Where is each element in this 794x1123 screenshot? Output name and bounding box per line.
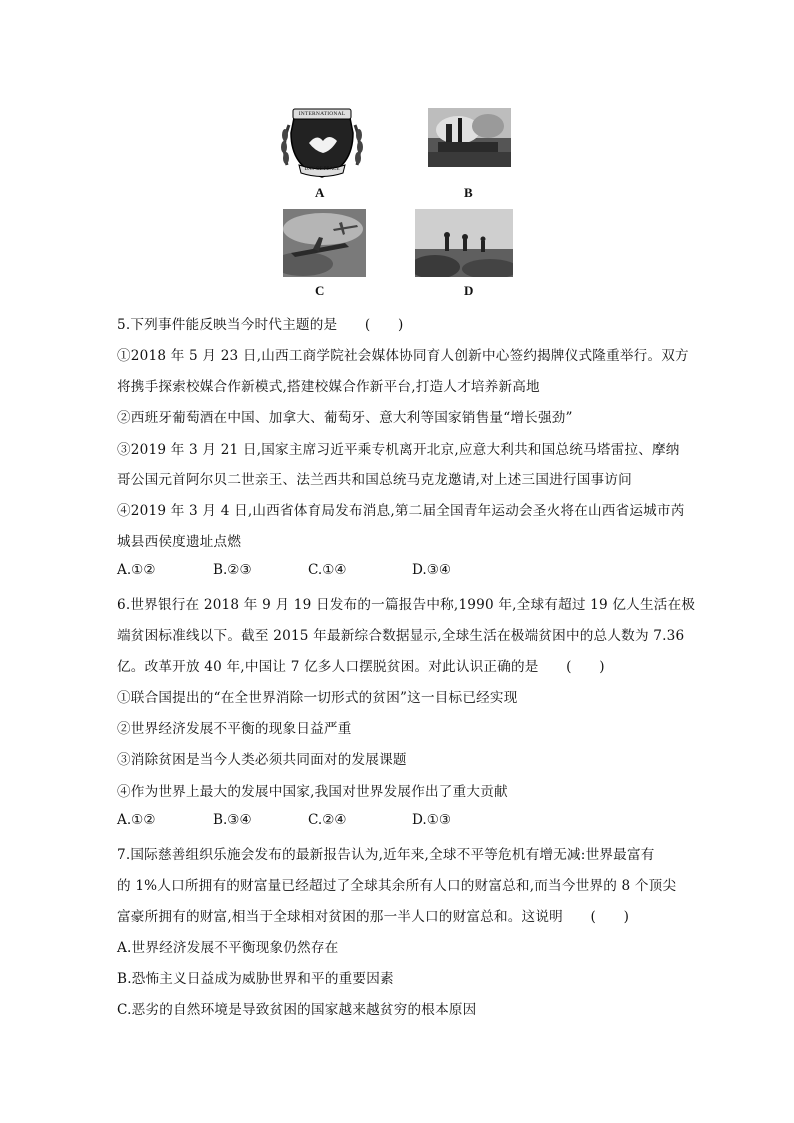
q7-option-b[interactable]: B.恐怖主义日益成为威胁世界和平的重要因素 <box>117 971 394 987</box>
q6-item: ④作为世界上最大的发展中国家,我国对世界发展作出了重大贡献 <box>117 784 508 800</box>
q6-stem: 6.世界银行在 2018 年 9 月 19 日发布的一篇报告中称,1990 年,全球有超过 19 亿人生活在极 <box>117 597 696 613</box>
figure-a-label: A <box>315 185 325 200</box>
q6-option-b[interactable]: B.③④ <box>213 812 252 828</box>
q5-item: 哥公国元首阿尔贝二世亲王、法兰西共和国总统马克龙邀请,对上述三国进行国事访问 <box>117 472 632 488</box>
figure-c-label: C <box>315 283 325 298</box>
q5-option-a[interactable]: A.①② <box>117 562 156 578</box>
q6-stem: 端贫困标准线以下。截至 2015 年最新综合数据显示,全球生活在极端贫困中的总人数为 7.36 <box>117 628 685 644</box>
q6-option-a[interactable]: A.①② <box>117 812 156 828</box>
figure-a-peace-seal <box>279 105 365 180</box>
q6-item: ②世界经济发展不平衡的现象日益严重 <box>117 721 352 737</box>
q6-option-d[interactable]: D.①③ <box>412 812 452 828</box>
q5-item: ②西班牙葡萄酒在中国、加拿大、葡萄牙、意大利等国家销售量“增长强劲” <box>117 410 573 426</box>
q5-stem: 5.下列事件能反映当今时代主题的是 ( ) <box>117 317 404 333</box>
q6-option-c[interactable]: C.②④ <box>308 812 347 828</box>
q5-option-b[interactable]: B.②③ <box>213 562 252 578</box>
q5-item: ①2018 年 5 月 23 日,山西工商学院社会媒体协同育人创新中心签约揭牌仪式隆重举行。双方 <box>117 348 689 364</box>
q5-option-c[interactable]: C.①④ <box>308 562 347 578</box>
q5-option-d[interactable]: D.③④ <box>412 562 452 578</box>
seal-text-top: INTERNATIONAL <box>298 111 346 117</box>
q6-item: ①联合国提出的“在全世界消除一切形式的贫困”这一目标已经实现 <box>117 690 518 706</box>
q5-item: ④2019 年 3 月 4 日,山西省体育局发布消息,第二届全国青年运动会圣火将在山西省运城市芮 <box>117 503 685 519</box>
q7-stem: 的 1%人口所拥有的财富量已经超过了全球其余所有人口的财富总和,而当今世界的 8 个顶尖 <box>117 878 677 894</box>
figure-d-photo <box>415 209 513 277</box>
q7-stem: 7.国际慈善组织乐施会发布的最新报告认为,近年来,全球不平等危机有增无减:世界最富有 <box>117 847 655 863</box>
figure-d-label: D <box>464 283 474 298</box>
figure-c-photo <box>283 209 366 277</box>
q5-item: 将携手探索校媒合作新模式,搭建校媒合作新平台,打造人才培养新高地 <box>117 379 540 395</box>
q5-item: 城县西侯度遗址点燃 <box>117 534 242 550</box>
q6-item: ③消除贫困是当今人类必须共同面对的发展课题 <box>117 752 407 768</box>
seal-text-bottom: DAY OF PEACE <box>304 167 340 172</box>
q7-stem: 富豪所拥有的财富,相当于全球相对贫困的那一半人口的财富总和。这说明 ( ) <box>117 909 630 925</box>
q5-item: ③2019 年 3 月 21 日,国家主席习近平乘专机离开北京,应意大利共和国总统马塔雷拉、摩纳 <box>117 442 680 458</box>
q7-option-a[interactable]: A.世界经济发展不平衡现象仍然存在 <box>117 940 339 956</box>
q6-stem: 亿。改革开放 40 年,中国让 7 亿多人口摆脱贫困。对此认识正确的是 ( ) <box>117 659 605 675</box>
figure-b-label: B <box>464 185 473 200</box>
q7-option-c[interactable]: C.恶劣的自然环境是导致贫困的国家越来越贫穷的根本原因 <box>117 1002 477 1018</box>
figure-b-photo <box>428 108 511 167</box>
